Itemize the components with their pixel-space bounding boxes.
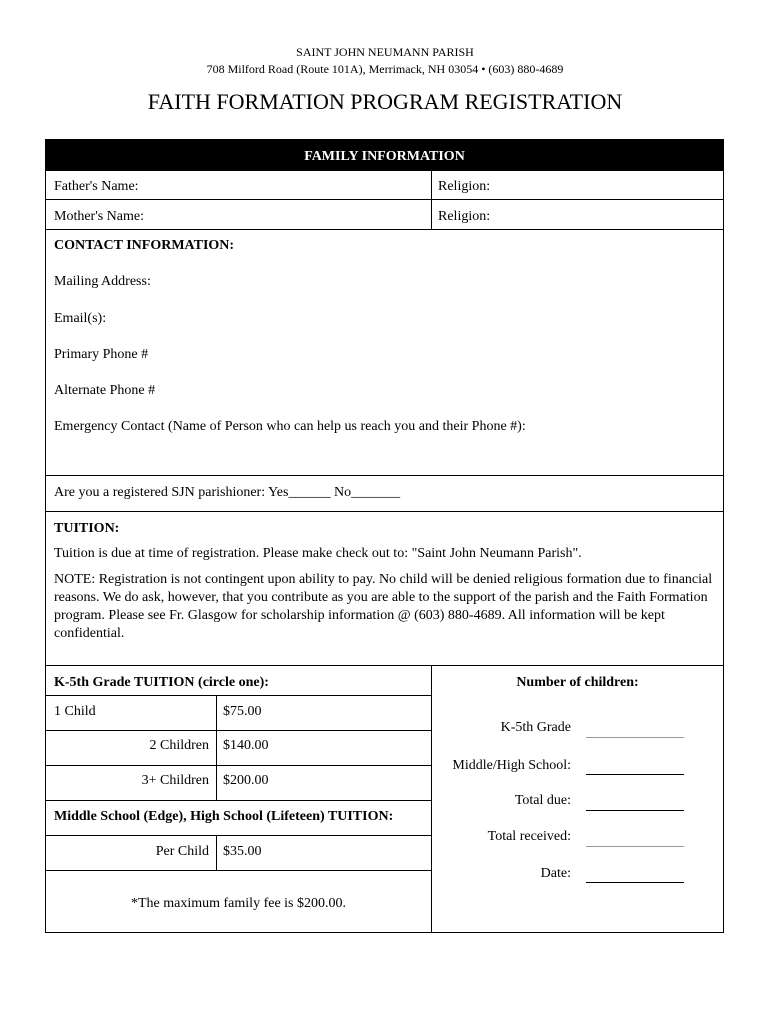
divider (431, 171, 432, 229)
per-child-price[interactable]: $35.00 (223, 844, 262, 859)
divider (431, 665, 432, 933)
primary-phone-field[interactable]: Primary Phone # (54, 347, 149, 362)
date-field[interactable] (586, 882, 684, 883)
k5-option-price[interactable]: $200.00 (223, 773, 269, 788)
page-title: FAITH FORMATION PROGRAM REGISTRATION (147, 89, 623, 114)
middle-high-count-label: Middle/High School: (452, 758, 571, 773)
father-religion-field[interactable]: Religion: (438, 179, 491, 194)
k5-option-price[interactable]: $140.00 (223, 738, 269, 753)
tuition-heading: TUITION: (54, 521, 120, 536)
alternate-phone-field[interactable]: Alternate Phone # (54, 383, 156, 398)
divider (46, 199, 723, 200)
divider (46, 870, 431, 871)
divider (46, 665, 723, 666)
total-received-field[interactable] (586, 846, 684, 847)
divider (46, 695, 431, 696)
k5-option-label[interactable]: 2 Children (149, 738, 209, 753)
mailing-address-field[interactable]: Mailing Address: (54, 274, 151, 289)
middle-high-count-field[interactable] (586, 774, 684, 775)
parish-name: SAINT JOHN NEUMANN PARISH (296, 45, 474, 59)
parish-address: 708 Milford Road (Route 101A), Merrimack, NH 03054 • (603) 880-4689 (206, 62, 564, 76)
number-of-children-heading: Number of children: (516, 675, 639, 690)
k5-option-label[interactable]: 1 Child (54, 704, 96, 719)
registration-form (45, 139, 724, 933)
k5-count-label: K-5th Grade (500, 720, 571, 735)
total-received-label: Total received: (487, 829, 571, 844)
k5-count-field[interactable] (586, 737, 684, 738)
emergency-contact-field[interactable]: Emergency Contact (Name of Person who can help us reach you and their Phone #): (54, 419, 526, 434)
mother-name-field[interactable]: Mother's Name: (54, 209, 145, 224)
total-due-label: Total due: (514, 793, 571, 808)
divider (46, 511, 723, 512)
divider (46, 765, 431, 766)
per-child-label[interactable]: Per Child (155, 844, 209, 859)
mother-religion-field[interactable]: Religion: (438, 209, 491, 224)
ms-hs-tuition-heading: Middle School (Edge), High School (Lifeteen) TUITION: (54, 809, 394, 824)
k5-tuition-heading: K-5th Grade TUITION (circle one): (54, 675, 269, 690)
divider (46, 730, 431, 731)
divider (216, 695, 217, 800)
k5-option-label[interactable]: 3+ Children (141, 773, 209, 788)
contact-info-heading: CONTACT INFORMATION: (54, 238, 235, 253)
divider (46, 229, 723, 230)
family-info-heading: FAMILY INFORMATION (46, 140, 723, 171)
divider (46, 475, 723, 476)
divider (216, 835, 217, 870)
total-due-field[interactable] (586, 810, 684, 811)
k5-option-price[interactable]: $75.00 (223, 704, 262, 719)
father-name-field[interactable]: Father's Name: (54, 179, 139, 194)
tuition-due-text: Tuition is due at time of registration. Please make check out to: "Saint John Neumann Parish". (54, 546, 582, 561)
date-label: Date: (540, 866, 571, 881)
email-field[interactable]: Email(s): (54, 311, 107, 326)
divider (46, 800, 431, 801)
max-family-fee-note: *The maximum family fee is $200.00. (130, 896, 346, 911)
parishioner-question[interactable]: Are you a registered SJN parishioner: Yes______ No_______ (54, 485, 401, 500)
divider (46, 835, 431, 836)
tuition-note: NOTE: Registration is not contingent upon ability to pay. No child will be denied religious formation due to financial reasons. We do ask, however, that you contribute as you are able to the support of the parish and the Faith Formation program. Please see Fr. Glasgow for scholarship information @ (603) 880-4689. All information will be kept confidential. (54, 572, 713, 641)
